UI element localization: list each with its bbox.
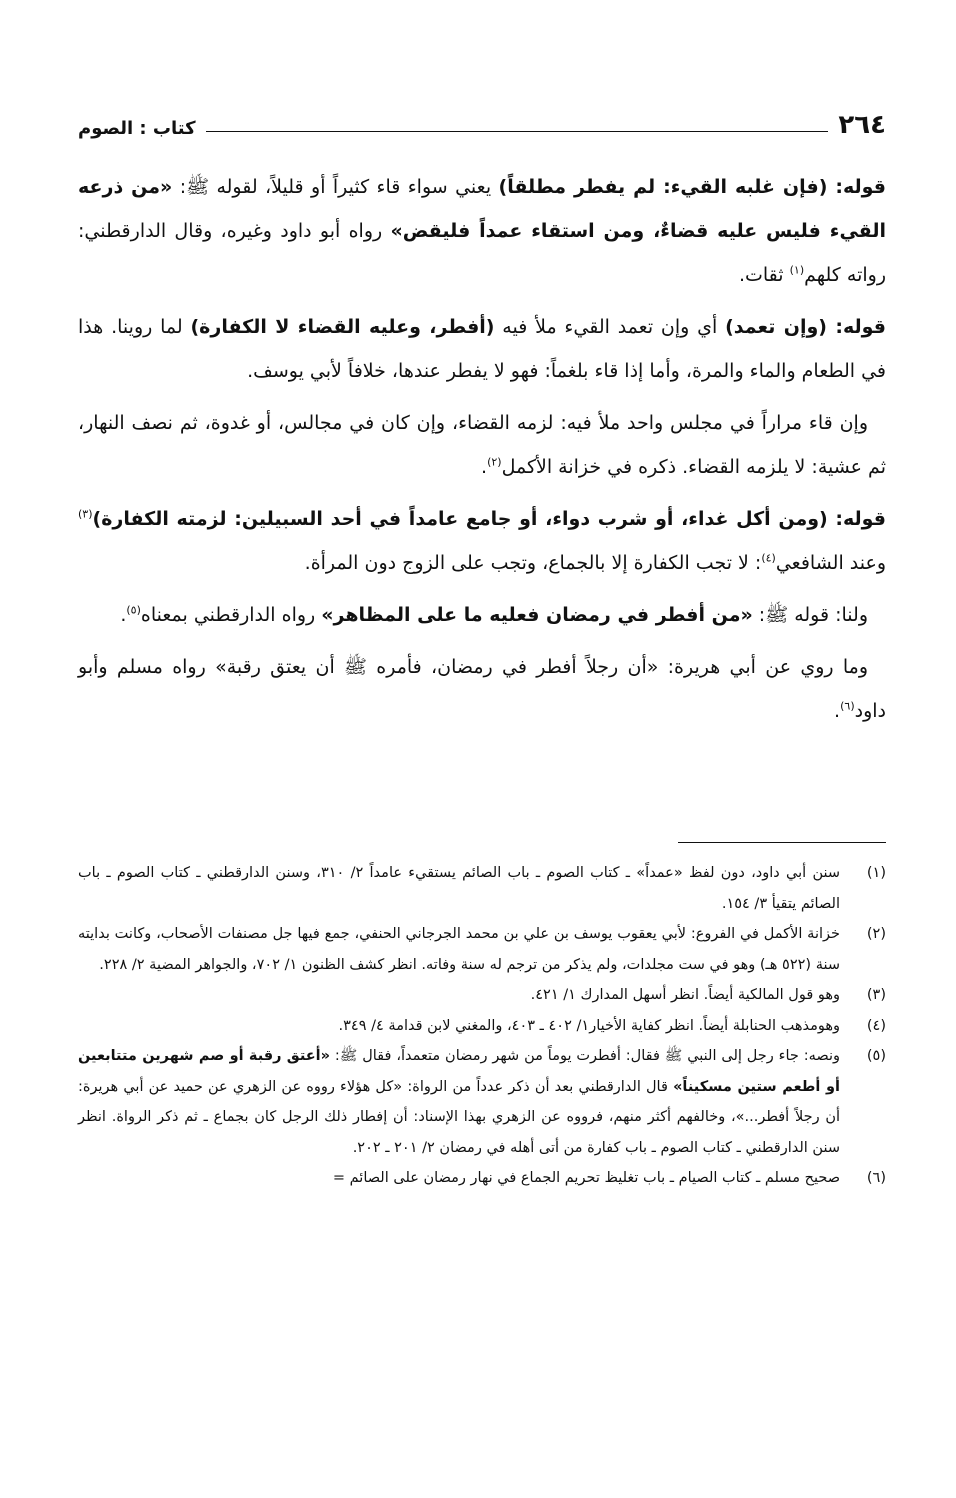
footnote-separator — [678, 842, 886, 843]
footnote-number: (٣) — [866, 987, 886, 1003]
paragraph-1-hadith: «من ذرعه القيء فليس عليه قضاءٌ، ومن استقاء عمداً فليقض» — [78, 176, 886, 242]
footnote-text: صحيح مسلم ـ كتاب الصيام ـ باب تغليظ تحريم الجماع في نهار رمضان على الصائم = — [332, 1170, 840, 1186]
footnote-number: (٥) — [866, 1048, 886, 1064]
footnote-5-text-b: قال الدارقطني بعد أن ذكر عدداً من الرواة: «كل هؤلاء رووه عن الزهري عن حميد عن أبي هريرة: أن رجلاً أفطر...»، وخالفهم أكثر منهم، فرووه عن الزهري بهذا الإسناد: أن إفطار ذلك الرجل كان بجماع ـ ثم ذكر الرواة. انظر سنن الدارقطني ـ كتاب الصوم ـ باب كفارة من أتى أهله في رمضان ٢/ ٢٠١ ـ ٢٠٢. — [78, 1078, 840, 1156]
footnote-text — [78, 1041, 840, 1163]
paragraph-6 — [78, 645, 886, 733]
paragraph-2-bold: (أفطر، وعليه القضاء لا الكفارة) — [190, 316, 495, 338]
paragraph-2-lead: قوله: (وإن تعمد) — [725, 316, 886, 338]
footnote-ref-6[interactable]: (٦) — [840, 699, 855, 713]
footnote-number: (١) — [866, 865, 886, 881]
footnote-1 — [78, 858, 886, 919]
running-title: كتاب : الصوم — [78, 118, 196, 139]
paragraph-1-lead: قوله: (فإن غلبه القيء: لم يفطر مطلقاً) — [498, 176, 886, 198]
paragraph-4-lead: قوله: (ومن أكل غداء، أو شرب دواء، أو جامع عامداً في أحد السبيلين: لزمته الكفارة) — [92, 508, 886, 530]
page-header — [78, 104, 886, 138]
footnote-5 — [78, 1041, 886, 1163]
footnotes — [78, 858, 886, 1194]
footnote-4 — [78, 1011, 886, 1042]
footnote-text: وهومذهب الحنابلة أيضاً. انظر كفاية الأخيار١/ ٤٠٢ ـ ٤٠٣، والمغني لابن قدامة ٤/ ٣٤٩. — [338, 1017, 840, 1034]
header-rule — [206, 131, 829, 132]
paragraph-3 — [78, 401, 886, 489]
footnote-ref-2[interactable]: (٢) — [487, 455, 502, 469]
paragraph-5 — [78, 593, 886, 637]
footnote-number: (٢) — [866, 926, 886, 942]
paragraph-3-text-b: . — [481, 456, 488, 478]
footnote-2 — [78, 919, 886, 980]
paragraph-5-text-a: ولنا: قوله ﷺ: — [752, 604, 868, 626]
footnote-ref-5[interactable]: (٥) — [126, 603, 141, 617]
footnote-5-bold: «أعتق رقبة أو صم شهرين متتابعين أو أطعم ستين مسكيناً» — [78, 1048, 840, 1095]
footnote-ref-1[interactable]: (١) — [789, 263, 805, 277]
footnote-3 — [78, 980, 886, 1011]
paragraph-2-text-b: لما روينا. هذا في الطعام والماء والمرة، وأما إذا قاء بلغماً: فهو لا يفطر عندها، خلافاً لأبي يوسف. — [78, 316, 886, 382]
footnote-number: (٤) — [866, 1017, 886, 1034]
paragraph-5-hadith: «من أفطر في رمضان فعليه ما على المظاهر» — [321, 604, 753, 626]
paragraph-1-text-a: يعني سواء قاء كثيراً أو قليلاً، لقوله ﷺ: — [172, 176, 499, 198]
footnote-6 — [78, 1163, 886, 1194]
paragraph-4 — [78, 497, 886, 585]
paragraph-1-text-c: ثقات. — [738, 264, 790, 286]
footnote-text: خزانة الأكمل في الفروع: لأبي يعقوب يوسف بن علي بن محمد الجرجاني الحنفي، جمع فيها جل مصنفات الأصحاب، وكانت بدايته سنة (٥٢٢ هـ) وهو في ست مجلدات، ولم يذكر من ترجم له سنة وفاته. انظر كشف الظنون ١/ ٧٠٢، والجواهر المضية ٢/ ٢٢٨. — [78, 926, 840, 973]
paragraph-2 — [78, 305, 886, 393]
footnote-text: سنن أبي داود، دون لفظ «عمداً» ـ كتاب الصوم ـ باب الصائم يستقيء عامداً ٢/ ٣١٠، وسنن الدارقطني ـ كتاب الصوم ـ باب الصائم يتقيأ ٣/ ١٥٤. — [78, 865, 841, 912]
footnote-ref-4[interactable]: (٤) — [761, 551, 776, 565]
paragraph-3-text-a: وإن قاء مراراً في مجلس واحد ملأ فيه: لزمه القضاء، وإن كان في مجالس، أو غدوة، ثم نصف النهار، ثم عشية: لا يلزمه القضاء. ذكره في خزانة الأكمل — [78, 412, 886, 478]
footnote-ref-3[interactable]: (٣) — [78, 507, 93, 521]
paragraph-4-text-a: وعند الشافعي — [775, 552, 886, 574]
footnote-text: وهو قول المالكية أيضاً. انظر أسهل المدارك ١/ ٤٢١. — [530, 987, 840, 1003]
paragraph-6-text-b: . — [834, 700, 841, 722]
paragraph-5-text-c: . — [120, 604, 127, 626]
paragraph-4-text-b: : لا تجب الكفارة إلا بالجماع، وتجب على الزوج دون المرأة. — [304, 552, 762, 574]
paragraph-5-text-b: رواه الدارقطني بمعناه — [140, 604, 322, 626]
paragraph-1-text-b: رواه أبو داود وغيره، وقال الدارقطني: رواته كلهم — [78, 220, 886, 286]
paragraph-2-text-a: أي وإن تعمد القيء ملأ فيه — [494, 316, 726, 338]
footnote-number: (٦) — [866, 1170, 886, 1186]
paragraph-1 — [78, 165, 886, 297]
page-number: ٢٦٤ — [838, 110, 886, 140]
main-text — [78, 165, 886, 741]
paragraph-6-text-a: وما روي عن أبي هريرة: «أن رجلاً أفطر في رمضان، فأمره ﷺ أن يعتق رقبة» رواه مسلم وأبو داود — [78, 656, 886, 722]
footnote-5-text-a: ونصه: جاء رجل إلى النبي ﷺ فقال: أفطرت يوماً من شهر رمضان متعمداً، فقال ﷺ: — [330, 1048, 840, 1064]
